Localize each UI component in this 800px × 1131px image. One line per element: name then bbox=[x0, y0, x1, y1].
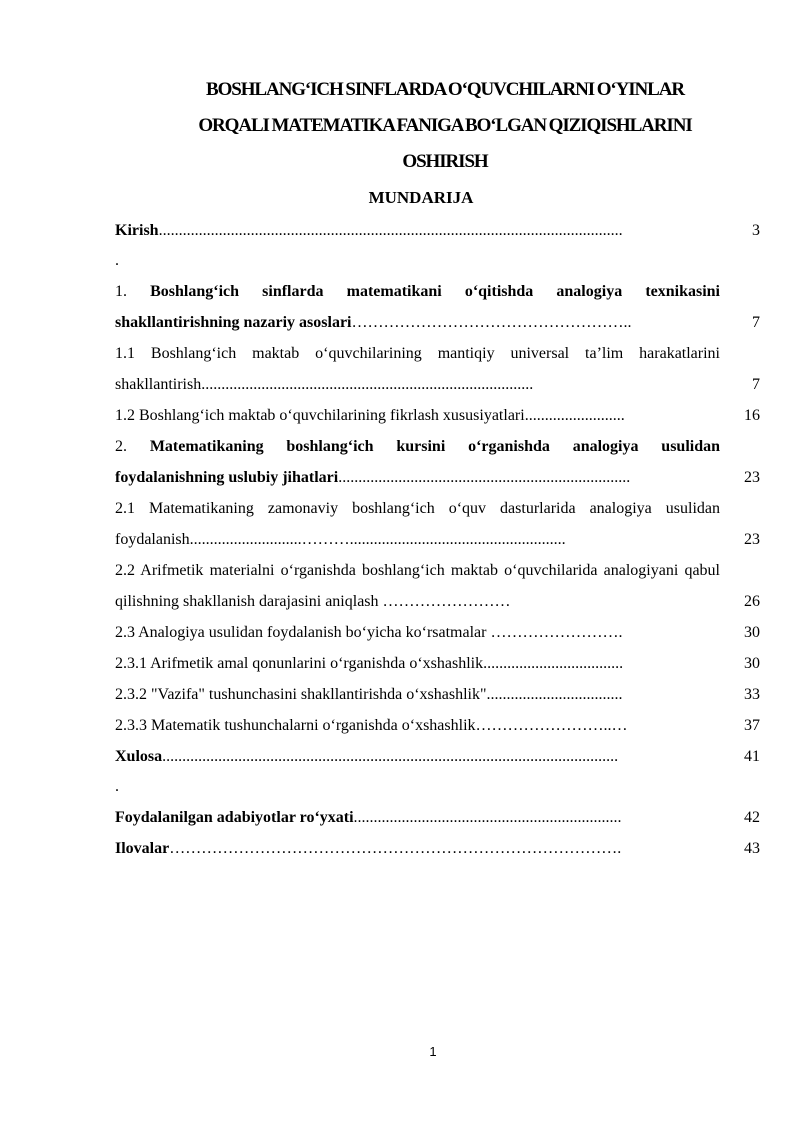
toc-entry-section-2-3-1[interactable] bbox=[115, 648, 760, 679]
toc-page-number: 3 bbox=[752, 222, 760, 239]
toc-leader-dots: ……………………..… bbox=[475, 717, 628, 734]
toc-section-title: 2.3 Analogiya usulidan foydalanish bo‘yicha ko‘rsatmalar bbox=[115, 624, 487, 641]
toc-entry-section-2-3-3[interactable] bbox=[115, 710, 760, 741]
toc-page-number: 26 bbox=[744, 593, 760, 610]
toc-leader-dots: ......................... bbox=[524, 407, 625, 424]
toc-separator: . bbox=[115, 252, 119, 269]
toc-heading: MUNDARIJA bbox=[368, 188, 474, 207]
toc-entry-chapter-1[interactable] bbox=[115, 276, 760, 338]
toc-page-number: 16 bbox=[744, 407, 760, 424]
toc-leader-dots: ............................………...................................................... bbox=[189, 531, 566, 548]
toc-chapter-title: Boshlang‘ich sinflarda matematikani o‘qitishda analogiya texnikasini shakllantirishning nazariy asoslari bbox=[115, 283, 721, 331]
toc-page-number: 7 bbox=[752, 314, 760, 331]
toc-leader-dots: ................................... bbox=[483, 655, 624, 672]
toc-section-title: 2.2 Arifmetik materialni o‘rganishda boshlang‘ich maktab o‘quvchilarida analogiyani qabul qilishning shakllanish darajasini aniqlash bbox=[115, 562, 720, 610]
toc-leader-dots: …………………… bbox=[378, 593, 511, 610]
toc-page-number: 30 bbox=[744, 624, 760, 641]
toc-page-number: 37 bbox=[744, 717, 760, 734]
toc-leader-dots: .................................. bbox=[486, 686, 623, 703]
document-title bbox=[150, 72, 740, 180]
toc-section-title: 2.3.2 "Vazifa" tushunchasini shakllantirishda o‘xshashlik" bbox=[115, 686, 487, 703]
toc-entry-adabiyotlar[interactable] bbox=[115, 802, 760, 833]
toc-entry-kirish[interactable] bbox=[115, 215, 760, 246]
toc-section-title: 2.1 Matematikaning zamonaviy boshlang‘ich o‘quv dasturlarida analogiya usulidan foydalanish bbox=[115, 500, 720, 548]
toc-page-number: 33 bbox=[744, 686, 760, 703]
toc-chapter-number: 1. bbox=[115, 283, 151, 300]
toc-separator: . bbox=[115, 778, 119, 795]
toc-entry-section-2-3-2[interactable] bbox=[115, 679, 760, 710]
toc-page-number: 7 bbox=[752, 376, 760, 393]
toc-entry-section-1-1[interactable] bbox=[115, 338, 760, 400]
toc-entry-xulosa[interactable] bbox=[115, 741, 760, 772]
toc-entry-section-1-2[interactable] bbox=[115, 400, 760, 431]
toc-entry-ilovalar[interactable] bbox=[115, 833, 760, 864]
toc-leader-dots: ................................................................................... bbox=[201, 376, 534, 393]
toc-page-number: 41 bbox=[744, 748, 760, 765]
table-of-contents bbox=[115, 215, 760, 864]
toc-page-number: 43 bbox=[744, 840, 760, 857]
toc-chapter-title: Matematikaning boshlang‘ich kursini o‘rganishda analogiya usulidan foydalanishning uslubiy jihatlari bbox=[115, 438, 720, 486]
page-number: 1 bbox=[429, 1044, 437, 1059]
title-line-3: OSHIRISH bbox=[402, 151, 488, 172]
toc-entry-section-2-3[interactable] bbox=[115, 617, 760, 648]
toc-leader-dots: ……………………. bbox=[486, 624, 623, 641]
toc-entry-label: Ilovalar bbox=[115, 840, 170, 857]
toc-page-number: 30 bbox=[744, 655, 760, 672]
toc-entry-chapter-2[interactable] bbox=[115, 431, 760, 493]
toc-entry-label: Kirish bbox=[115, 222, 159, 239]
toc-section-title: 2.3.1 Arifmetik amal qonunlarini o‘rganishda o‘xshashlik bbox=[115, 655, 484, 672]
toc-section-title: 1.2 Boshlang‘ich maktab o‘quvchilarining fikrlash xususiyatlari bbox=[115, 407, 525, 424]
toc-section-title: 2.3.3 Matematik tushunchalarni o‘rganishda o‘xshashlik bbox=[115, 717, 476, 734]
toc-page-number: 23 bbox=[744, 469, 760, 486]
title-line-1: BOSHLANG‘ICH SINFLARDA O‘QUVCHILARNI O‘YINLAR bbox=[206, 79, 684, 100]
toc-entry-label: Xulosa bbox=[115, 748, 163, 765]
toc-leader-dots: .................................................................................................................. bbox=[162, 748, 619, 765]
toc-page-number: 42 bbox=[744, 809, 760, 826]
toc-leader-dots: ......................................................................... bbox=[338, 469, 631, 486]
toc-entry-label: Foydalanilgan adabiyotlar ro‘yxati bbox=[115, 809, 354, 826]
toc-entry-section-2-1[interactable] bbox=[115, 493, 760, 555]
toc-leader-dots: ................................................................... bbox=[353, 809, 622, 826]
toc-entry-section-2-2[interactable] bbox=[115, 555, 760, 617]
toc-leader-dots: .................................................................................................................... bbox=[158, 222, 623, 239]
toc-chapter-number: 2. bbox=[115, 438, 150, 455]
toc-page-number: 23 bbox=[744, 531, 760, 548]
toc-leader-dots: …………………………………………….. bbox=[351, 314, 632, 331]
toc-leader-dots: …………………………………………………………………………. bbox=[169, 840, 622, 857]
toc-section-title: 1.1 Boshlang‘ich maktab o‘quvchilarining mantiqiy universal ta’lim harakatlarini shakllantirish bbox=[115, 345, 720, 393]
title-line-2: ORQALI MATEMATIKA FANIGA BO‘LGAN QIZIQISHLARINI bbox=[198, 115, 692, 136]
